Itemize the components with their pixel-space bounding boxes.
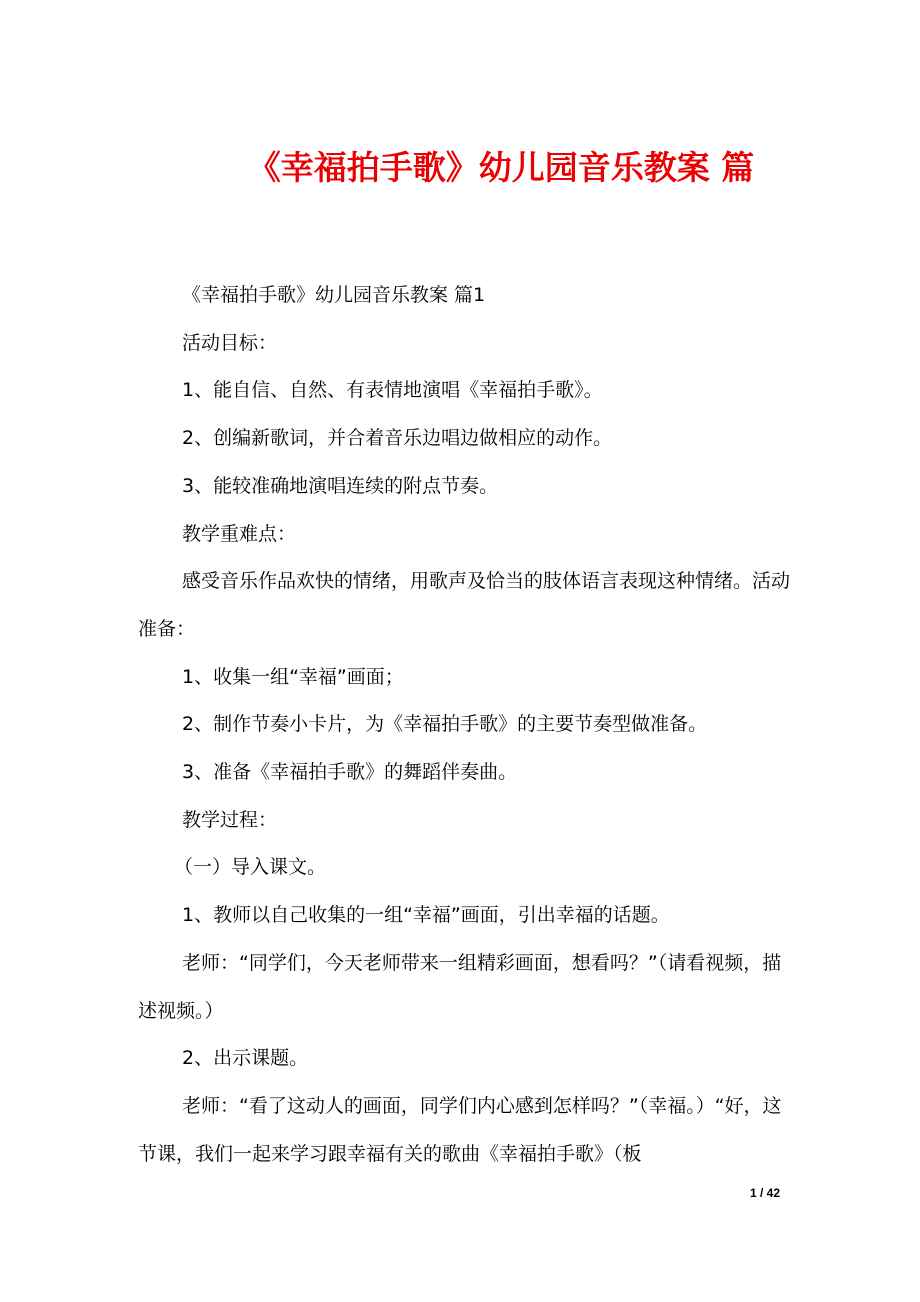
paragraph: 2、制作节奏小卡片，为《幸福拍手歌》的主要节奏型做准备。 [182,713,708,736]
paragraph: 1、教师以自己收集的一组“幸福”画面，引出幸福的话题。 [182,904,670,927]
paragraph: 教学过程： [182,808,278,831]
section-heading: 《幸福拍手歌》幼儿园音乐教案 篇1 [182,284,486,306]
paragraph: 1、能自信、自然、有表情地演唱《幸福拍手歌》。 [182,379,603,402]
paragraph: 老师：“看了这动人的画面，同学们内心感到怎样吗？”（幸福。）“好，这节课，我们一起来学习跟幸福有关的歌曲《幸福拍手歌》（板 [138,1094,782,1165]
paragraph: 3、能较准确地演唱连续的附点节奏。 [182,474,499,497]
paragraph: 活动目标： [182,331,278,354]
document-title: 《幸福拍手歌》幼儿园音乐教案 篇 [247,148,755,187]
document-body [138,272,798,1178]
paragraph: （一）导入课文。 [174,856,327,879]
paragraph: 1、收集一组“幸福”画面； [182,665,404,688]
paragraph: 3、准备《幸福拍手歌》的舞蹈伴奏曲。 [182,761,518,784]
page-number: 1 / 42 [749,1186,781,1200]
paragraph: 2、出示课题。 [182,1047,309,1070]
paragraph: 教学重难点： [182,522,297,545]
paragraph: 老师：“同学们，今天老师带来一组精彩画面，想看吗？”（请看视频，描述视频。） [138,951,782,1022]
paragraph: 感受音乐作品欢快的情绪，用歌声及恰当的肢体语言表现这种情绪。活动准备： [138,570,791,640]
paragraph: 2、创编新歌词，并合着音乐边唱边做相应的动作。 [182,427,613,450]
